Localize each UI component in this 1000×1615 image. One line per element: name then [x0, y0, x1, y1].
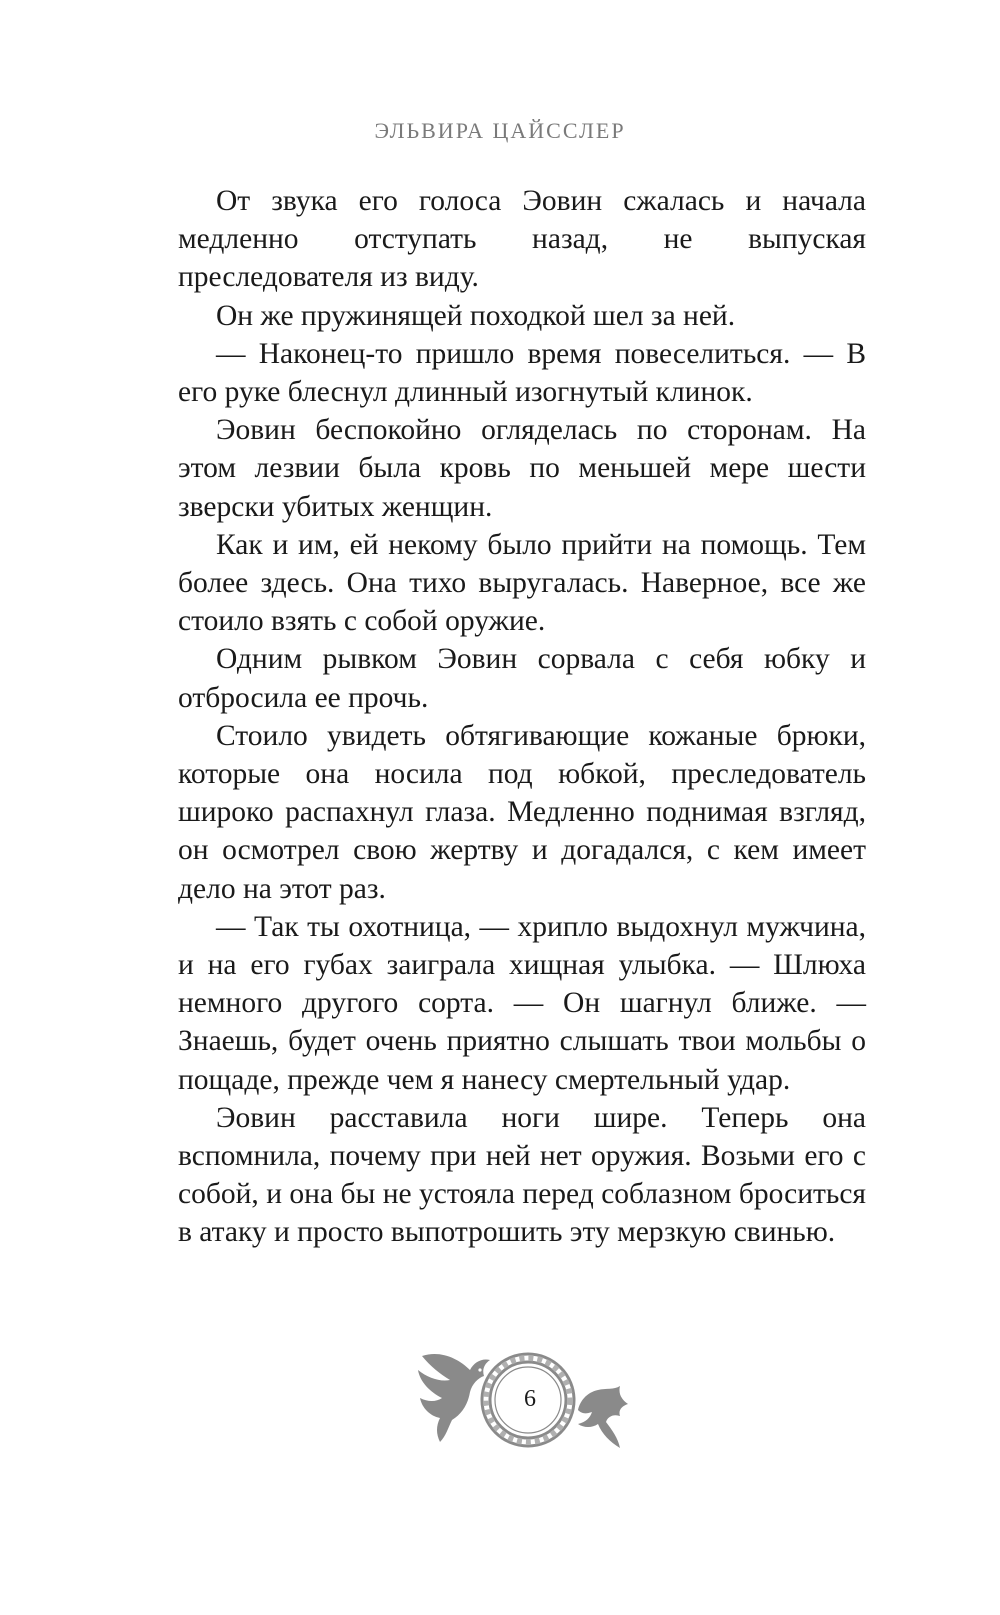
page-number: 6	[524, 1386, 536, 1412]
paragraph: Эовин расставила ноги шире. Теперь она вспомнила, почему при ней нет оружия. Возьми его с собой, и она бы не устояла перед соблазном броситься в атаку и просто выпотрошить эту мерзкую свинью.	[178, 1101, 866, 1249]
body-text	[178, 182, 866, 1252]
paragraph: Как и им, ей некому было прийти на помощь. Тем более здесь. Она тихо выругалась. Наверное, все же стоило взять с собой оружие.	[178, 528, 866, 638]
paragraph: — Наконец-то пришло время повеселиться. — В его руке блеснул длинный изогнутый клинок.	[178, 337, 866, 409]
paragraph: — Так ты охотница, — хрипло выдохнул мужчина, и на его губах заиграла хищная улыбка. — Шлюха немного другого сорта. — Он шагнул ближе. — Знаешь, будет очень приятно слышать твои мольбы о пощаде, прежде чем я нанесу смертельный удар.	[178, 910, 866, 1096]
paragraph: Эовин беспокойно огляделась по сторонам. На этом лезвии была кровь по меньшей мере шести зверски убитых женщин.	[178, 414, 866, 523]
raven-icon	[418, 1354, 490, 1442]
raven-icon	[578, 1386, 628, 1448]
paragraph: От звука его голоса Эовин сжалась и начала медленно отступать назад, не выпуская преследователя из виду.	[178, 185, 866, 294]
paragraph: Стоило увидеть обтягивающие кожаные брюки, которые она носила под юбкой, преследователь широко распахнул глаза. Медленно поднимая взгляд, он осмотрел свою жертву и догадался, с кем имеет дело на этот раз.	[178, 719, 866, 905]
running-head: ЭЛЬВИРА ЦАЙССЛЕР	[374, 118, 626, 143]
paragraph: Он же пружинящей походкой шел за ней.	[216, 299, 736, 332]
paragraph: Одним рывком Эовин сорвала с себя юбку и отбросила ее прочь.	[178, 643, 866, 714]
